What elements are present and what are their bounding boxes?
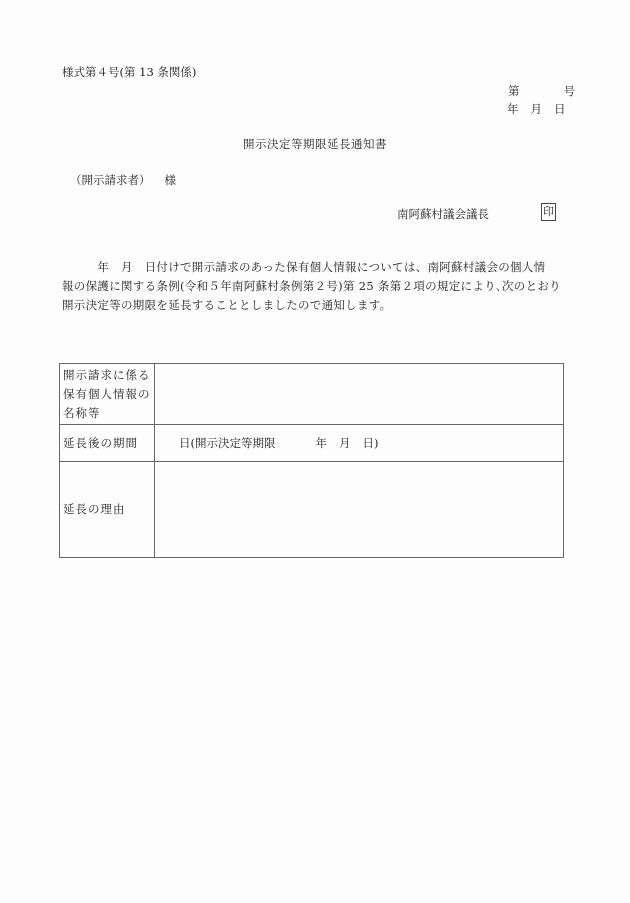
row-value-reason[interactable]: [155, 462, 564, 558]
period-day-text: 日(開示決定等期限: [179, 436, 276, 450]
table-row: [60, 425, 564, 462]
row-label-reason: 延長の理由: [60, 462, 155, 558]
doc-number-suffix: 号: [563, 84, 575, 98]
sender-name: 南阿蘇村議会議長: [397, 207, 489, 221]
date-year: 年: [507, 102, 519, 116]
period-month: 月: [339, 436, 351, 450]
body-line-1: 年 月 日付けで開示請求のあった保有個人情報については、南阿蘇村議会の個人情: [62, 260, 546, 274]
row-label-info-name: 開示請求に係る保有個人情報の名称等: [60, 364, 155, 425]
period-close: 日): [362, 436, 379, 450]
table-row: [60, 462, 564, 558]
period-year: 年: [315, 436, 327, 450]
row-value-info-name[interactable]: [155, 364, 564, 425]
document-number: [508, 83, 575, 99]
seal-mark: 印: [541, 203, 556, 221]
body-text: [62, 258, 572, 315]
row-value-extended-period[interactable]: [155, 425, 564, 462]
info-table: [59, 363, 564, 558]
body-line-3: 開示決定等の期限を延長することとしましたので通知します。: [62, 298, 392, 312]
form-number: 様式第４号(第 13 条関係): [62, 65, 197, 79]
addressee-honorific: 様: [164, 173, 176, 187]
body-line-2: 報の保護に関する条例(令和５年南阿蘇村条例第２号)第 25 条第２項の規定により､次のとおり: [62, 279, 561, 293]
date-month: 月: [530, 102, 542, 116]
doc-number-prefix: 第: [508, 84, 520, 98]
table-row: [60, 364, 564, 425]
row-label-extended-period: 延長後の期間: [60, 425, 155, 462]
addressee-name: （開示請求者）: [70, 173, 151, 187]
date-day: 日: [554, 102, 566, 116]
document-date: [507, 101, 566, 117]
document-title: 開示決定等期限延長通知書: [243, 137, 387, 151]
addressee: [70, 172, 176, 188]
